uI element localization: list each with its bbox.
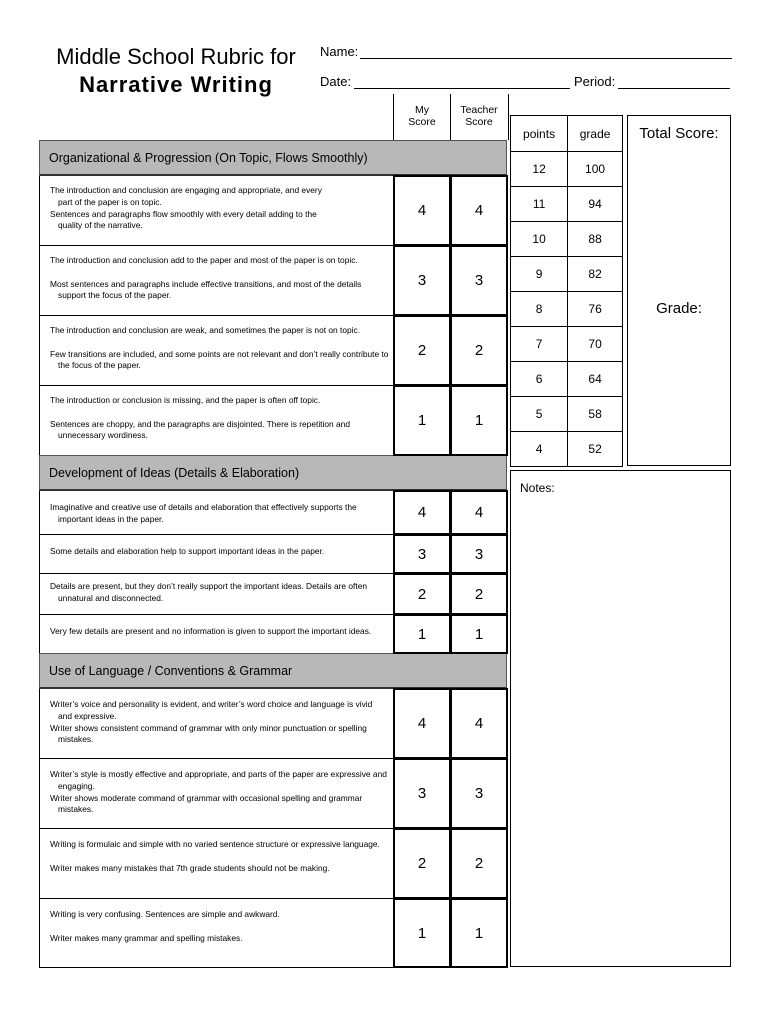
my-score-header: My Score <box>408 104 436 128</box>
name-label: Name: <box>320 44 359 59</box>
points-header: points <box>511 116 568 152</box>
teacher-score-cell[interactable]: 2 <box>450 315 508 386</box>
teacher-score-header: Teacher Score <box>460 104 498 128</box>
criteria-text: Writing is very confusing. Sentences are simple and awkward. Writer makes many grammar and spelling mistakes. <box>50 909 280 943</box>
section-header-development: Development of Ideas (Details & Elaboration) <box>39 455 507 491</box>
my-score-cell[interactable]: 1 <box>393 385 451 456</box>
criteria-text: The introduction or conclusion is missing, and the paper is often off topic. Sentences are choppy, and the paragraphs are disjointed. There is repetition and unnecessary wordiness. <box>50 395 350 441</box>
section-header-language: Use of Language / Conventions & Grammar <box>39 653 507 689</box>
teacher-score-cell[interactable]: 4 <box>450 175 508 246</box>
title-line-1: Middle School Rubric for <box>56 44 296 69</box>
my-score-cell[interactable]: 4 <box>393 175 451 246</box>
my-score-cell[interactable]: 2 <box>393 828 451 899</box>
criteria-text: Some details and elaboration help to support important ideas in the paper. <box>50 546 325 556</box>
my-score-cell[interactable]: 4 <box>393 490 451 535</box>
grade-conversion-table <box>510 115 623 467</box>
row-separator <box>39 898 393 899</box>
my-score-cell[interactable]: 1 <box>393 898 451 968</box>
date-label: Date: <box>320 74 352 89</box>
table-row: 8 76 <box>511 292 623 327</box>
teacher-score-cell[interactable]: 2 <box>450 573 508 615</box>
criteria-text: The introduction and conclusion add to the paper and most of the paper is on topic. Most sentences and paragraphs include effective transitions, and most of the details support the focus of the paper. <box>50 255 362 301</box>
criteria-text: Writing is formulaic and simple with no varied sentence structure or expressive language. Writer makes many mistakes that 7th grade students should not be making. <box>50 839 380 873</box>
criteria-text: Writer’s voice and personality is evident, and writer’s word choice and language is vivid and expressive. Writer shows consistent command of grammar with only minor punctuation or spelling mistakes. <box>50 699 373 745</box>
title-line-2: Narrative Writing <box>79 72 273 97</box>
teacher-score-cell[interactable]: 1 <box>450 898 508 968</box>
total-score-box[interactable] <box>627 115 731 466</box>
row-separator <box>39 385 393 386</box>
teacher-score-cell[interactable]: 4 <box>450 490 508 535</box>
teacher-score-cell[interactable]: 1 <box>450 385 508 456</box>
table-header-row <box>511 116 623 152</box>
teacher-score-cell[interactable]: 2 <box>450 828 508 899</box>
period-label: Period: <box>574 74 616 89</box>
criteria-text: Writer’s style is mostly effective and appropriate, and parts of the paper are expressive and engaging. Writer shows moderate command of grammar with occasional spelling and grammar mistakes. <box>50 769 387 815</box>
criteria-text: Details are present, but they don’t really support the important ideas. Details are often unnatural and disconnected. <box>50 581 368 603</box>
row-separator <box>39 573 393 574</box>
teacher-score-cell[interactable]: 4 <box>450 688 508 759</box>
criteria-text: Very few details are present and no information is given to support the important ideas. <box>50 626 372 636</box>
my-score-cell[interactable]: 4 <box>393 688 451 759</box>
name-field[interactable] <box>360 58 732 59</box>
table-row: 6 64 <box>511 362 623 397</box>
my-score-cell[interactable]: 3 <box>393 758 451 829</box>
teacher-score-cell[interactable]: 3 <box>450 245 508 316</box>
my-score-cell[interactable]: 1 <box>393 614 451 654</box>
table-row: 9 82 <box>511 257 623 292</box>
teacher-score-cell[interactable]: 1 <box>450 614 508 654</box>
row-separator <box>39 315 393 316</box>
criteria-text: The introduction and conclusion are engaging and appropriate, and every part of the paper is on topic. Sentences and paragraphs flow smoothly with every detail adding to the quality of the narrative. <box>50 185 322 231</box>
table-row: 10 88 <box>511 222 623 257</box>
table-row: 4 52 <box>511 432 623 467</box>
section-header-organization: Organizational & Progression (On Topic, Flows Smoothly) <box>39 140 507 176</box>
table-row: 11 94 <box>511 187 623 222</box>
my-score-cell[interactable]: 3 <box>393 245 451 316</box>
row-separator <box>39 245 393 246</box>
table-row: 12 100 <box>511 152 623 187</box>
row-separator <box>39 614 393 615</box>
my-score-cell[interactable]: 2 <box>393 315 451 386</box>
row-separator <box>39 758 393 759</box>
teacher-score-cell[interactable]: 3 <box>450 758 508 829</box>
total-score-label: Total Score: <box>639 125 719 142</box>
notes-label: Notes: <box>520 481 555 495</box>
teacher-score-cell[interactable]: 3 <box>450 534 508 574</box>
table-row: 7 70 <box>511 327 623 362</box>
rubric-bottom-border <box>39 967 393 968</box>
my-score-cell[interactable]: 2 <box>393 573 451 615</box>
row-separator <box>39 534 393 535</box>
criteria-text: The introduction and conclusion are weak, and sometimes the paper is not on topic. Few transitions are included, and some points are not relevant and don’t really contribute to the focus of the paper. <box>50 325 389 371</box>
criteria-text: Imaginative and creative use of details and elaboration that effectively supports the important ideas in the paper. <box>50 502 357 524</box>
table-row: 5 58 <box>511 397 623 432</box>
my-score-cell[interactable]: 3 <box>393 534 451 574</box>
row-separator <box>39 828 393 829</box>
notes-box[interactable] <box>510 470 731 967</box>
period-field[interactable] <box>618 88 730 89</box>
date-field[interactable] <box>354 88 570 89</box>
grade-header: grade <box>568 116 623 152</box>
grade-label: Grade: <box>656 300 702 317</box>
